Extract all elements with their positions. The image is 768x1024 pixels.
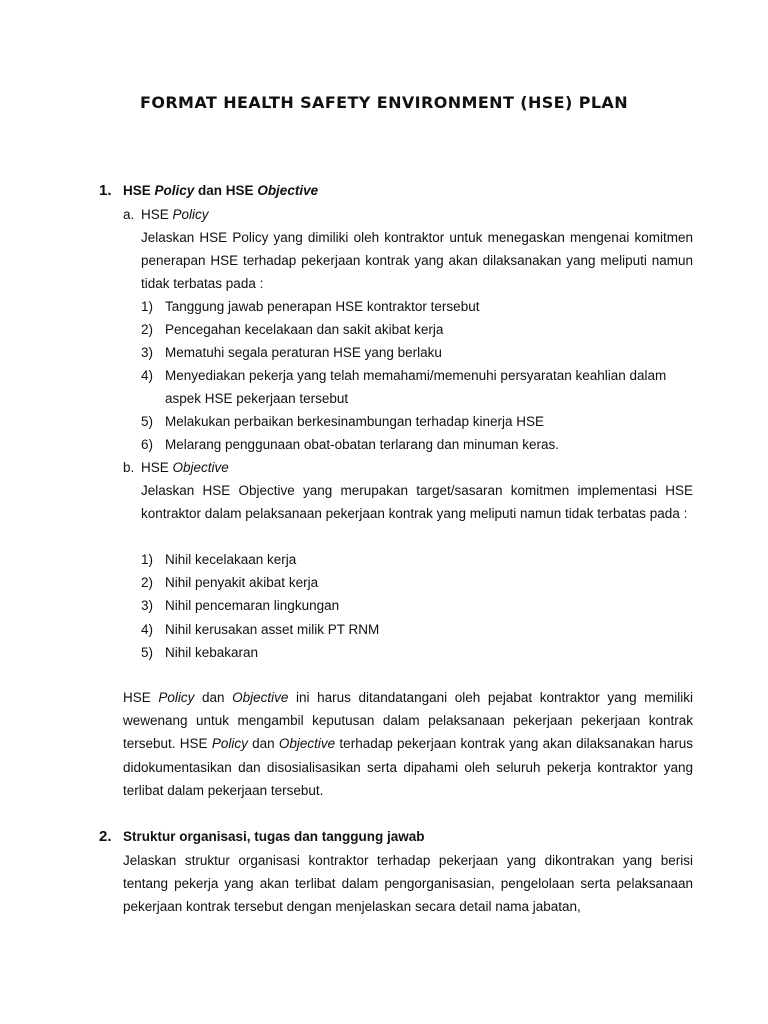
closing-text: dan bbox=[247, 736, 279, 752]
heading-italic: Objective bbox=[257, 183, 319, 198]
heading-text: HSE bbox=[123, 183, 155, 198]
subsection-a-marker: a. bbox=[123, 207, 135, 222]
list-a-item-6-number: 6) bbox=[141, 437, 154, 452]
closing-text: HSE bbox=[123, 690, 159, 705]
section-2-paragraph: Jelaskan struktur organisasi kontraktor terhadap pekerjaan yang dikontrakan yang berisi tentang pekerja yang akan terlibat dalam pengorganisasian, pengelolaan serta pelaksanaan pekerjaan kontrak tersebut dengan menjelaskan secara detail nama jabatan, bbox=[123, 853, 693, 915]
list-b-item-3-text: Nihil pencemaran lingkungan bbox=[165, 598, 340, 613]
list-b-item-2-number: 2) bbox=[141, 575, 154, 590]
subsection-a-label bbox=[141, 207, 209, 222]
label-italic: Policy bbox=[172, 207, 209, 222]
list-b-item-1-number: 1) bbox=[141, 552, 154, 567]
closing-text: ini harus ditandatangani oleh pejabat kontraktor yang memiliki wewenang untuk mengambil keputusan dalam pelaksanaan pekerjaan pekerjaan kontrak tersebut. HSE bbox=[123, 690, 693, 752]
list-b-item-3-number: 3) bbox=[141, 598, 154, 613]
list-b-item-5-number: 5) bbox=[141, 645, 154, 660]
list-b-item-1-text: Nihil kecelakaan kerja bbox=[165, 552, 297, 567]
heading-italic: Policy bbox=[154, 183, 195, 198]
section-1-heading bbox=[123, 183, 318, 198]
list-b-item-2-text: Nihil penyakit akibat kerja bbox=[165, 575, 319, 590]
subsection-b-label bbox=[141, 460, 229, 475]
list-a-item-4-text-line1: Menyediakan pekerja yang telah memahami/memenuhi persyaratan keahlian dalam bbox=[165, 368, 667, 383]
list-b-item-4-text: Nihil kerusakan asset milik PT RNM bbox=[165, 622, 380, 637]
list-a-item-2-text: Pencegahan kecelakaan dan sakit akibat kerja bbox=[165, 322, 444, 337]
subsection-b-marker: b. bbox=[123, 460, 135, 475]
closing-italic: Policy bbox=[211, 736, 248, 752]
label-italic: Objective bbox=[172, 460, 229, 475]
closing-italic: Policy bbox=[158, 690, 195, 705]
heading-text: dan HSE bbox=[194, 183, 258, 198]
document-title: FORMAT HEALTH SAFETY ENVIRONMENT (HSE) PLAN bbox=[140, 93, 628, 112]
closing-italic: Objective bbox=[232, 690, 289, 705]
subsection-b-paragraph: Jelaskan HSE Objective yang merupakan target/sasaran komitmen implementasi HSE kontraktor dalam pelaksanaan pekerjaan kontrak yang meliputi namun tidak terbatas pada : bbox=[141, 483, 693, 522]
subsection-a-paragraph: Jelaskan HSE Policy yang dimiliki oleh kontraktor untuk menegaskan mengenai komitmen penerapan HSE terhadap pekerjaan kontrak yang akan dilaksanakan yang meliputi namun tidak terbatas pada : bbox=[141, 230, 693, 292]
list-a-item-3-text: Mematuhi segala peraturan HSE yang berlaku bbox=[165, 345, 442, 360]
section-1-closing-paragraph bbox=[123, 686, 693, 802]
list-b-item-5-text: Nihil kebakaran bbox=[165, 645, 259, 660]
list-a-item-1-text: Tanggung jawab penerapan HSE kontraktor tersebut bbox=[165, 299, 480, 314]
list-a-item-5-number: 5) bbox=[141, 414, 154, 429]
list-a-item-1-number: 1) bbox=[141, 299, 154, 314]
label-text: HSE bbox=[141, 207, 173, 222]
list-a-item-2-number: 2) bbox=[141, 322, 154, 337]
list-a-item-3-number: 3) bbox=[141, 345, 154, 360]
list-a-item-4-number: 4) bbox=[141, 368, 154, 383]
section-2-number: 2. bbox=[99, 828, 112, 845]
closing-italic: Objective bbox=[278, 736, 336, 752]
list-a-item-4-text-line2: aspek HSE pekerjaan tersebut bbox=[165, 391, 349, 406]
section-1-number: 1. bbox=[99, 182, 112, 199]
list-a-item-5-text: Melakukan perbaikan berkesinambungan terhadap kinerja HSE bbox=[165, 414, 544, 429]
closing-text: terhadap pekerjaan kontrak yang akan dilaksanakan harus didokumentasikan dan disosialisasikan serta dipahami oleh seluruh pekerja kontraktor yang terlibat dalam pekerjaan tersebut. bbox=[123, 736, 693, 798]
section-2-heading: Struktur organisasi, tugas dan tanggung jawab bbox=[123, 829, 425, 844]
closing-text: dan bbox=[194, 690, 233, 705]
label-text: HSE bbox=[141, 460, 173, 475]
list-a-item-6-text: Melarang penggunaan obat-obatan terlarang dan minuman keras. bbox=[165, 437, 560, 452]
list-b-item-4-number: 4) bbox=[141, 622, 154, 637]
